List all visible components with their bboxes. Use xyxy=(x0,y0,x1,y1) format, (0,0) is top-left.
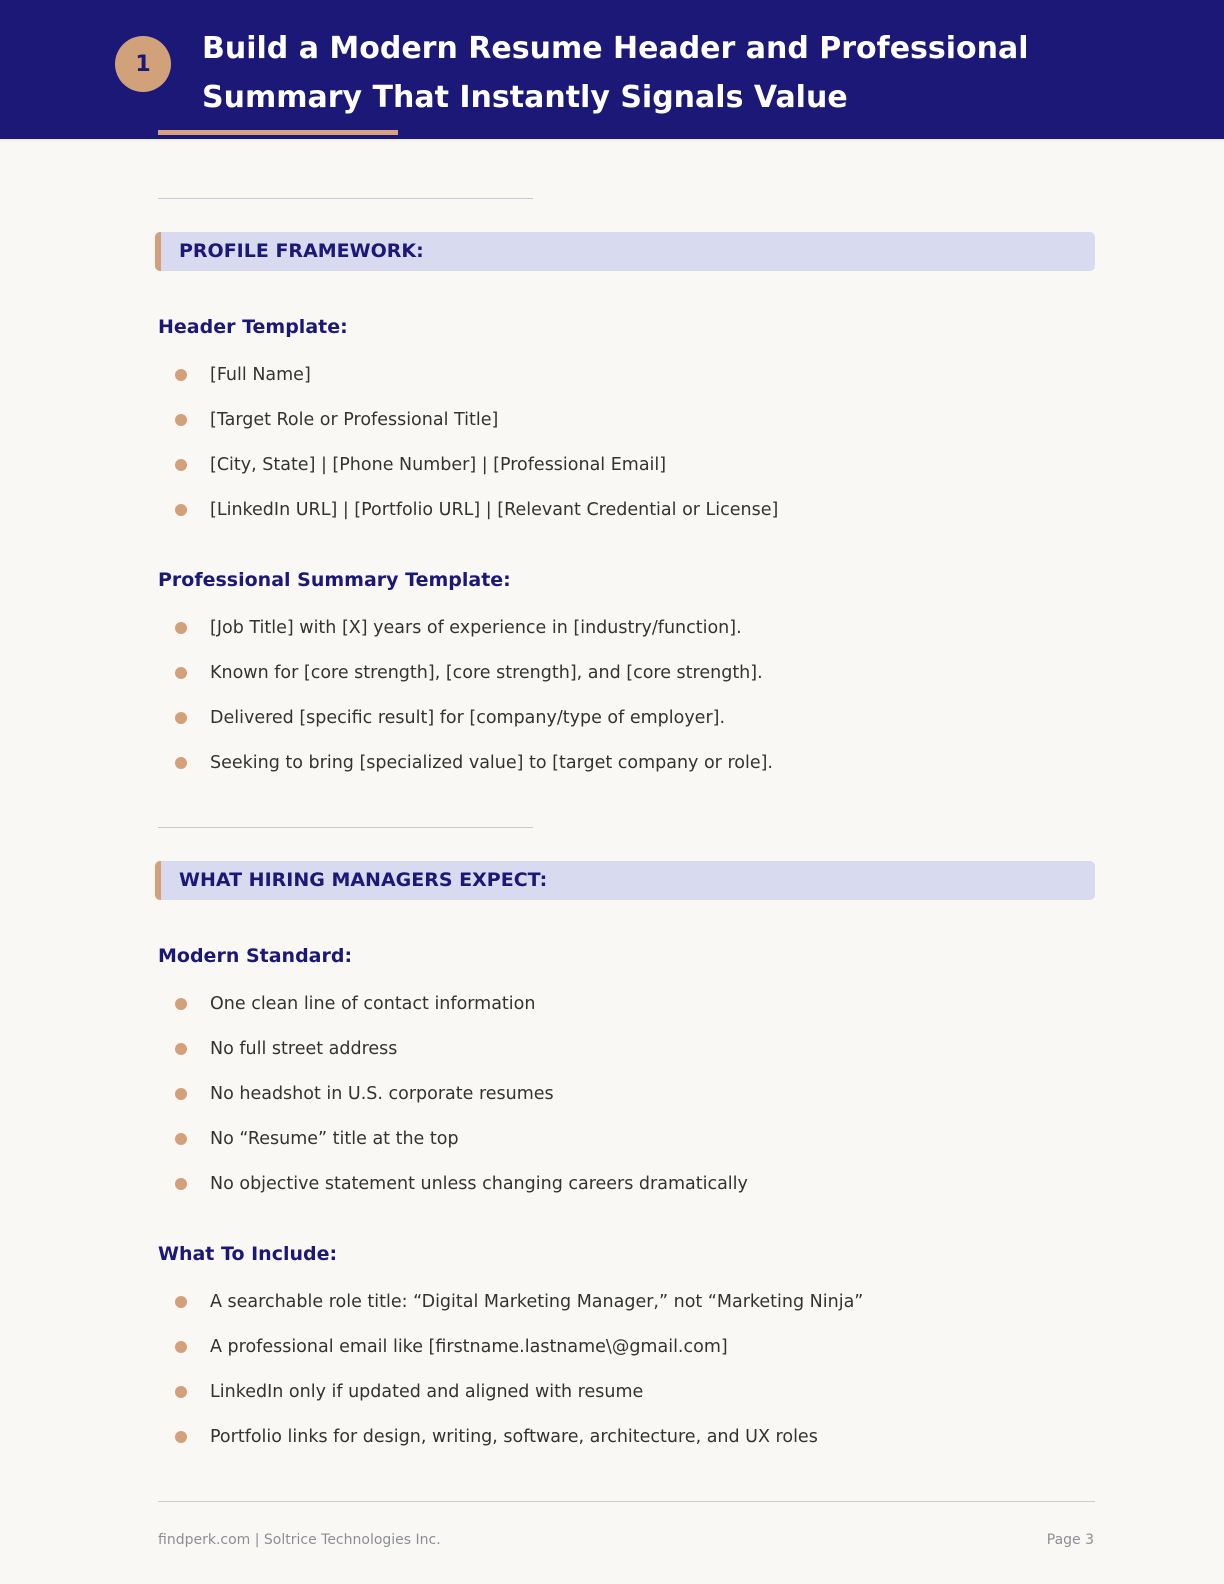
bullet-icon xyxy=(175,998,187,1010)
list-item xyxy=(172,407,778,452)
list-item-text: No “Resume” title at the top xyxy=(210,1129,459,1149)
list-item-text: Delivered [specific result] for [company/type of employer]. xyxy=(210,708,726,728)
list-item xyxy=(172,1424,863,1469)
bullet-icon xyxy=(175,1133,187,1145)
bullet-icon xyxy=(175,1386,187,1398)
bullet-icon xyxy=(175,712,187,724)
list-item xyxy=(172,660,773,705)
page-title: Build a Modern Resume Header and Professional Summary That Instantly Signals Value xyxy=(202,31,1029,115)
bullet-icon xyxy=(175,1088,187,1100)
list-item xyxy=(172,1334,863,1379)
section-divider xyxy=(158,827,533,828)
list-item-text: No full street address xyxy=(210,1039,398,1059)
bullet-icon xyxy=(175,414,187,426)
list-item xyxy=(172,1171,748,1216)
modern-standard-list xyxy=(172,991,748,1216)
list-item-text: Portfolio links for design, writing, software, architecture, and UX roles xyxy=(210,1427,818,1447)
list-item xyxy=(172,991,748,1036)
list-item-text: LinkedIn only if updated and aligned with resume xyxy=(210,1382,644,1402)
subheading-header-template: Header Template: xyxy=(158,316,348,338)
section-divider xyxy=(158,198,533,199)
section-heading-profile-framework xyxy=(155,232,1095,271)
list-item-text: [Full Name] xyxy=(210,365,311,385)
bullet-icon xyxy=(175,369,187,381)
header-shadow xyxy=(0,139,1224,142)
step-number-badge: 1 xyxy=(115,36,171,92)
list-item-text: One clean line of contact information xyxy=(210,994,536,1014)
footer-source: findperk.com | Soltrice Technologies Inc. xyxy=(158,1532,441,1548)
subheading-what-to-include: What To Include: xyxy=(158,1243,338,1265)
subheading-modern-standard: Modern Standard: xyxy=(158,945,353,967)
section-heading-label: WHAT HIRING MANAGERS EXPECT: xyxy=(179,869,548,891)
bullet-icon xyxy=(175,622,187,634)
page-header xyxy=(0,0,1224,139)
list-item-text: [Target Role or Professional Title] xyxy=(210,410,499,430)
list-item-text: [City, State] | [Phone Number] | [Professional Email] xyxy=(210,455,667,475)
list-item-text: Known for [core strength], [core strength], and [core strength]. xyxy=(210,663,763,683)
list-item xyxy=(172,750,773,795)
section-heading-label: PROFILE FRAMEWORK: xyxy=(179,240,424,262)
list-item-text: No objective statement unless changing careers dramatically xyxy=(210,1174,748,1194)
list-item-text: A professional email like [firstname.lastname\@gmail.com] xyxy=(210,1337,728,1357)
list-item xyxy=(172,1126,748,1171)
list-item-text: A searchable role title: “Digital Marketing Manager,” not “Marketing Ninja” xyxy=(210,1292,864,1312)
list-item-text: [LinkedIn URL] | [Portfolio URL] | [Relevant Credential or License] xyxy=(210,500,779,520)
footer-divider xyxy=(158,1501,1095,1502)
list-item xyxy=(172,705,773,750)
list-item xyxy=(172,452,778,497)
bullet-icon xyxy=(175,1178,187,1190)
list-item-text: Seeking to bring [specialized value] to [target company or role]. xyxy=(210,753,773,773)
bullet-icon xyxy=(175,459,187,471)
list-item-text: [Job Title] with [X] years of experience in [industry/function]. xyxy=(210,618,742,638)
list-item xyxy=(172,1036,748,1081)
bullet-icon xyxy=(175,667,187,679)
bullet-icon xyxy=(175,757,187,769)
summary-template-list xyxy=(172,615,773,795)
list-item xyxy=(172,1289,863,1334)
bullet-icon xyxy=(175,504,187,516)
what-to-include-list xyxy=(172,1289,863,1469)
list-item xyxy=(172,1081,748,1126)
section-heading-hiring-managers-expect xyxy=(155,861,1095,900)
bullet-icon xyxy=(175,1296,187,1308)
subheading-professional-summary-template: Professional Summary Template: xyxy=(158,569,511,591)
list-item xyxy=(172,1379,863,1424)
bullet-icon xyxy=(175,1431,187,1443)
header-template-list xyxy=(172,362,778,542)
bullet-icon xyxy=(175,1043,187,1055)
list-item-text: No headshot in U.S. corporate resumes xyxy=(210,1084,554,1104)
page-number: Page 3 xyxy=(1046,1532,1094,1548)
list-item xyxy=(172,497,778,542)
title-accent-bar xyxy=(158,130,398,135)
list-item xyxy=(172,362,778,407)
list-item xyxy=(172,615,773,660)
bullet-icon xyxy=(175,1341,187,1353)
